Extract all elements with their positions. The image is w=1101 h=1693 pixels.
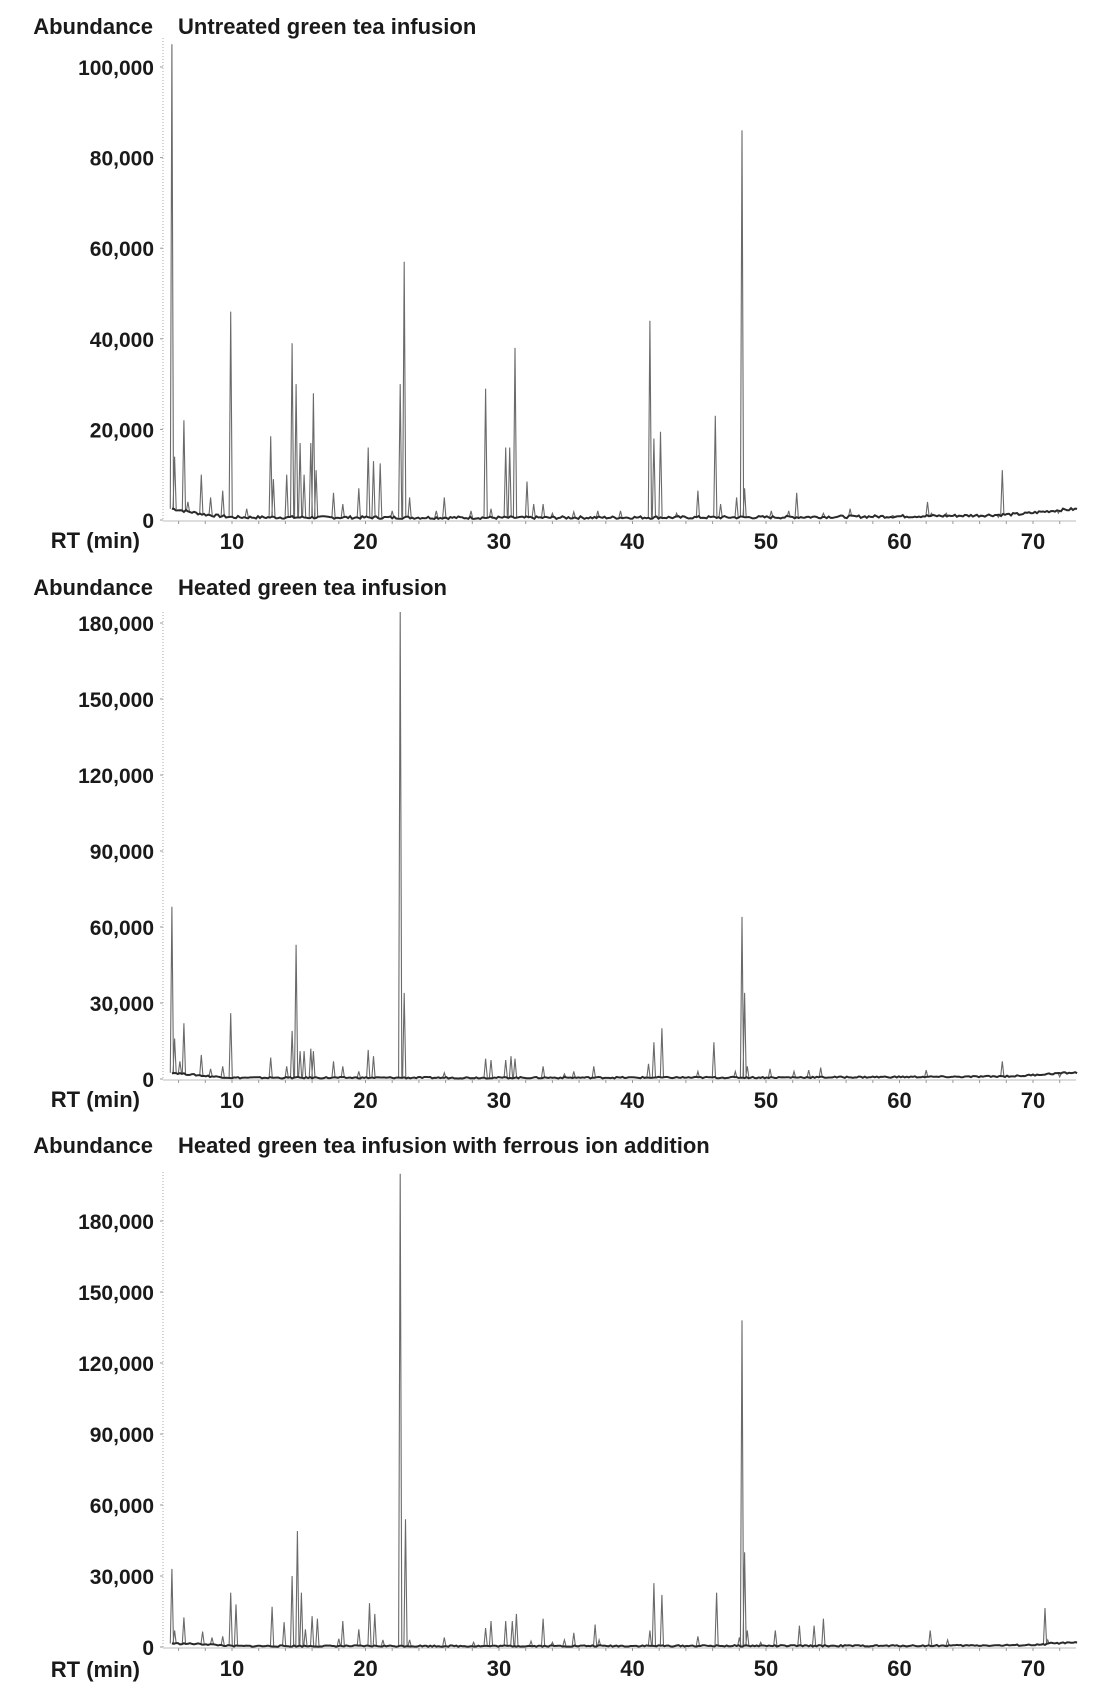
panel-heated-ferrous — [33, 1133, 1077, 1682]
y-tick-label: 120,000 — [78, 765, 154, 788]
y-axis-label: Abundance — [33, 575, 153, 600]
x-tick-label: 30 — [486, 529, 512, 554]
y-tick-label: 90,000 — [89, 841, 154, 864]
y-axis-ticks — [78, 38, 163, 533]
x-tick-label: 70 — [1020, 1656, 1046, 1681]
chromatogram-trace — [170, 44, 1060, 517]
x-tick-label: 20 — [353, 529, 378, 554]
x-axis-ticks — [163, 1080, 1076, 1113]
x-axis-ticks — [163, 1648, 1076, 1681]
y-tick-label: 100,000 — [78, 57, 154, 80]
baseline-trace — [172, 508, 1077, 519]
x-tick-label: 50 — [753, 1656, 779, 1681]
chromatogram-trace — [170, 612, 1061, 1078]
y-axis-label: Abundance — [33, 1133, 153, 1158]
x-tick-label: 30 — [486, 1656, 512, 1681]
x-tick-label: 60 — [887, 1656, 912, 1681]
x-axis-label: RT (min) — [50, 528, 140, 553]
y-tick-label: 80,000 — [89, 147, 154, 171]
x-tick-label: 50 — [753, 529, 779, 554]
y-tick-label: 0 — [142, 510, 154, 533]
chromatogram-trace — [170, 1174, 1049, 1646]
panel-title: Heated green tea infusion — [178, 575, 447, 600]
y-tick-label: 120,000 — [78, 1353, 154, 1376]
y-tick-label: 0 — [142, 1637, 154, 1660]
x-tick-label: 70 — [1020, 1088, 1046, 1113]
panel-heated — [33, 575, 1077, 1113]
y-axis-label: Abundance — [33, 14, 153, 39]
y-tick-label: 150,000 — [78, 1282, 154, 1305]
x-tick-label: 30 — [486, 1088, 512, 1113]
x-tick-label: 60 — [887, 529, 912, 554]
baseline-trace — [172, 1642, 1077, 1647]
y-tick-label: 30,000 — [89, 1566, 154, 1589]
y-tick-label: 60,000 — [89, 1495, 154, 1518]
x-tick-label: 70 — [1020, 529, 1046, 554]
y-tick-label: 30,000 — [89, 993, 154, 1016]
y-tick-label: 180,000 — [78, 1211, 154, 1234]
x-tick-label: 40 — [620, 1088, 645, 1113]
baseline-trace — [172, 1072, 1077, 1078]
y-tick-label: 60,000 — [89, 238, 154, 262]
x-axis-label: RT (min) — [50, 1657, 140, 1682]
x-tick-label: 40 — [620, 1656, 645, 1681]
x-tick-label: 10 — [219, 1656, 245, 1681]
x-tick-label: 10 — [219, 529, 245, 554]
y-tick-label: 180,000 — [78, 613, 154, 636]
panel-title: Untreated green tea infusion — [178, 14, 477, 39]
x-axis-ticks — [163, 521, 1076, 554]
y-tick-label: 60,000 — [89, 917, 154, 940]
y-axis-ticks — [78, 1172, 163, 1660]
panel-untreated — [33, 14, 1077, 554]
y-axis-ticks — [78, 612, 163, 1092]
x-tick-label: 50 — [753, 1088, 779, 1113]
y-tick-label: 20,000 — [89, 419, 154, 443]
y-tick-label: 90,000 — [89, 1424, 154, 1447]
y-tick-label: 150,000 — [78, 689, 154, 712]
x-tick-label: 40 — [620, 529, 645, 554]
x-axis-label: RT (min) — [50, 1087, 140, 1112]
y-tick-label: 0 — [142, 1069, 154, 1092]
y-tick-label: 40,000 — [89, 328, 154, 352]
x-tick-label: 60 — [887, 1088, 912, 1113]
panel-title: Heated green tea infusion with ferrous ion addition — [178, 1133, 710, 1158]
x-tick-label: 10 — [219, 1088, 245, 1113]
x-tick-label: 20 — [353, 1088, 378, 1113]
x-tick-label: 20 — [353, 1656, 378, 1681]
